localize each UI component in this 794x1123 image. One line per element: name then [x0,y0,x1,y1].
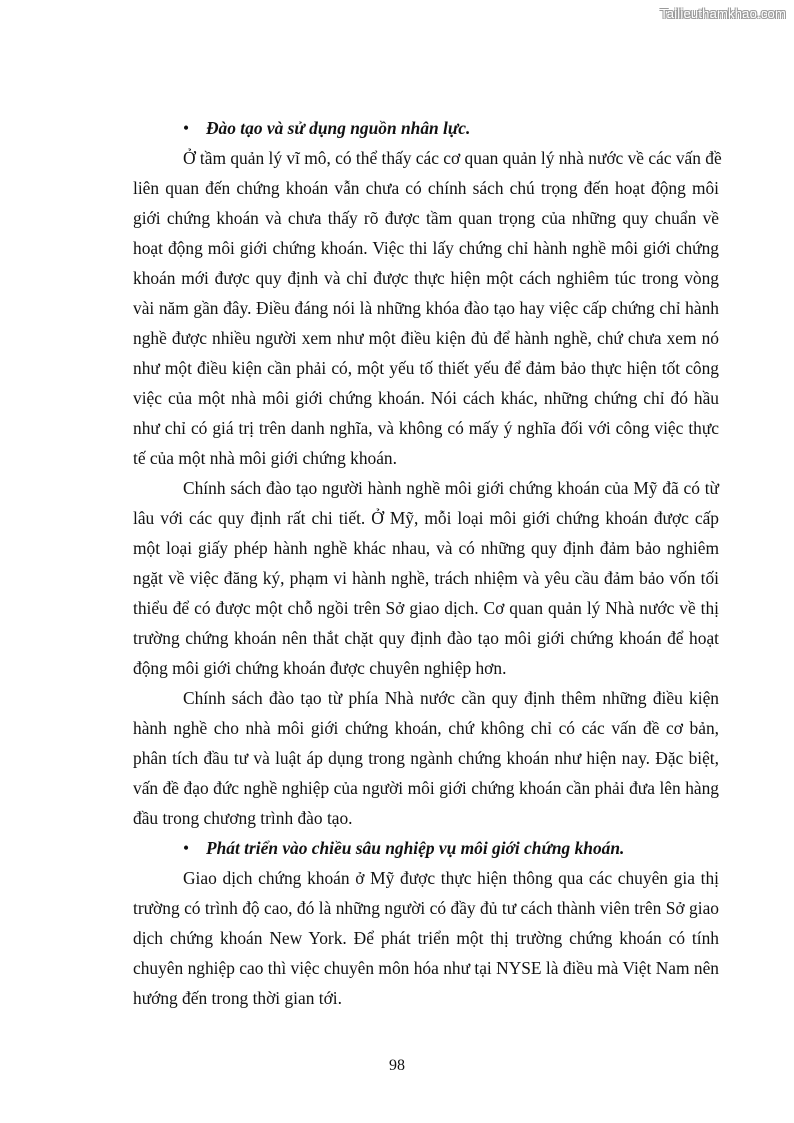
paragraph [133,473,719,683]
paragraph [133,683,719,833]
text-line: dịch chứng khoán New York. Để phát triển một thị trường chứng khoán có tính [133,928,719,948]
text-line: Chính sách đào tạo người hành nghề môi giới chứng khoán của Mỹ đã có từ [183,478,719,498]
section-heading [133,113,719,143]
text-line: hướng đến trong thời gian tới. [133,988,342,1008]
page-number: 98 [389,1057,405,1074]
text-line: nghề được nhiều người xem như một điều kiện đủ để hành nghề, chứ chưa xem nó [133,328,719,348]
text-line: hành nghề cho nhà môi giới chứng khoán, chứ không chỉ có các vấn đề cơ bản, [133,718,719,738]
text-line: như chỉ có giá trị trên danh nghĩa, và không có mấy ý nghĩa đối với công việc thực [133,418,719,438]
paragraph [133,143,722,473]
text-line: vài năm gần đây. Điều đáng nói là những khóa đào tạo hay việc cấp chứng chỉ hành [133,298,719,318]
section-heading-text: Đào tạo và sử dụng nguồn nhân lực. [206,118,471,138]
text-line: tế của một nhà môi giới chứng khoán. [133,448,397,468]
bullet-icon: • [183,118,190,138]
text-line: trường chứng khoán nên thắt chặt quy định đào tạo môi giới chứng khoán để hoạt [133,628,719,648]
section-heading-text: Phát triển vào chiều sâu nghiệp vụ môi giới chứng khoán. [206,838,625,858]
text-line: thiểu để có được một chỗ ngồi trên Sở giao dịch. Cơ quan quản lý Nhà nước về thị [133,598,719,618]
text-line: Giao dịch chứng khoán ở Mỹ được thực hiện thông qua các chuyên gia thị [183,868,719,888]
text-line: trường có trình độ cao, đó là những người có đầy đủ tư cách thành viên trên Sở giao [133,898,719,918]
paragraph [133,863,719,1013]
text-line: như một điều kiện cần phải có, một yếu tố thiết yếu để đảm bảo thực hiện tốt công [133,358,719,378]
text-line: chuyên nghiệp cao thì việc chuyên môn hóa như tại NYSE là điều mà Việt Nam nên [133,958,719,978]
text-line: liên quan đến chứng khoán vẫn chưa có chính sách chú trọng đến hoạt động môi [133,178,719,198]
text-line: động môi giới chứng khoán được chuyên nghiệp hơn. [133,658,507,678]
text-line: hoạt động môi giới chứng khoán. Việc thi lấy chứng chỉ hành nghề môi giới chứng [133,238,719,258]
text-line: một loại giấy phép hành nghề khác nhau, và có những quy định đảm bảo nghiêm [133,538,719,558]
text-line: vấn đề đạo đức nghề nghiệp của người môi giới chứng khoán cần phải đưa lên hàng [133,778,719,798]
text-line: Ở tầm quản lý vĩ mô, có thể thấy các cơ quan quản lý nhà nước về các vấn đề [183,148,722,168]
text-line: giới chứng khoán và chưa thấy rõ được tầm quan trọng của những quy chuẩn về [133,208,719,228]
text-line: ngặt về việc đăng ký, phạm vi hành nghề, trách nhiệm và yêu cầu đảm bảo vốn tối [133,568,719,588]
watermark: Tailieuthamkhao.com [660,6,786,21]
section-heading [133,833,719,863]
text-line: phân tích đầu tư và luật áp dụng trong ngành chứng khoán như hiện nay. Đặc biệt, [133,748,719,768]
text-line: lâu với các quy định rất chi tiết. Ở Mỹ, mỗi loại môi giới chứng khoán được cấp [133,508,719,528]
page-content [133,113,722,1013]
text-line: việc của một nhà môi giới chứng khoán. Nói cách khác, những chứng chỉ đó hầu [133,388,719,408]
text-line: đầu trong chương trình đào tạo. [133,808,353,828]
text-line: khoán mới được quy định và chỉ được thực hiện một cách nghiêm túc trong vòng [133,268,719,288]
bullet-icon: • [183,838,190,858]
text-line: Chính sách đào tạo từ phía Nhà nước cần quy định thêm những điều kiện [183,688,719,708]
